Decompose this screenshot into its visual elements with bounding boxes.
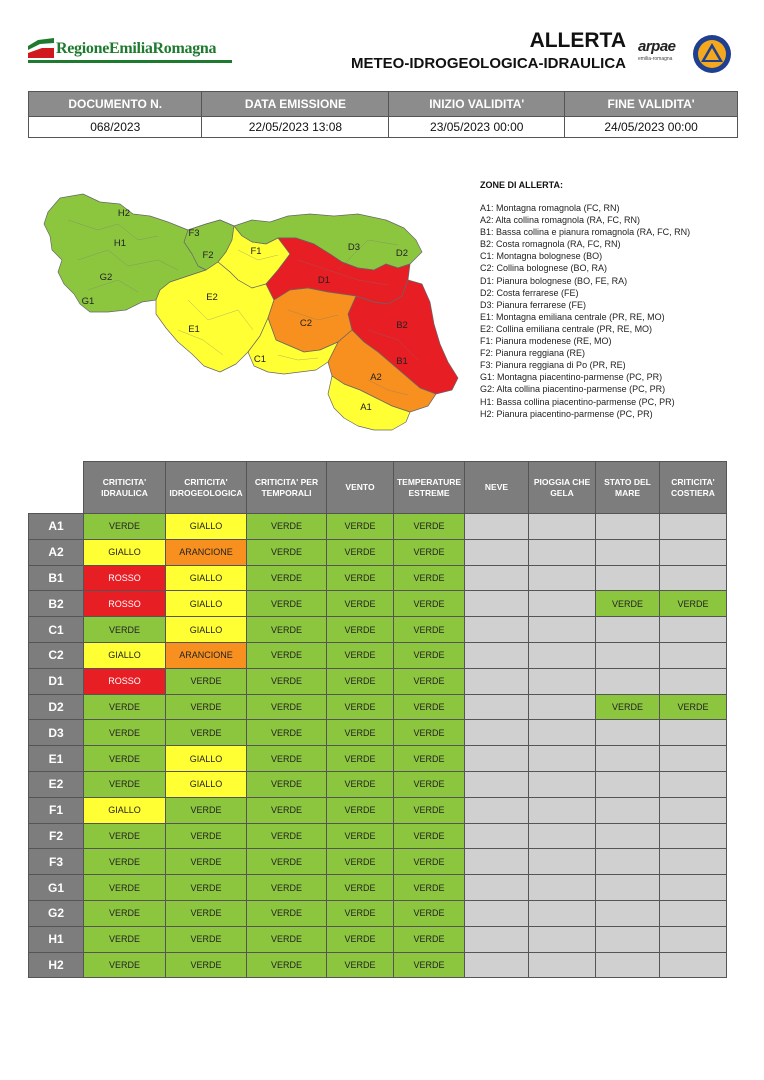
- alert-level-cell: [660, 565, 727, 591]
- zone-label: E2: [29, 771, 84, 797]
- alert-level-cell: GIALLO: [84, 539, 166, 565]
- alert-level-cell: [660, 720, 727, 746]
- issue-date-header: DATA EMISSIONE: [202, 92, 389, 117]
- alert-level-cell: [465, 900, 529, 926]
- validity-end-value: 24/05/2023 00:00: [565, 117, 738, 138]
- alert-level-cell: ARANCIONE: [166, 642, 247, 668]
- table-row: [29, 746, 727, 772]
- alert-level-cell: GIALLO: [84, 642, 166, 668]
- alert-level-cell: GIALLO: [166, 771, 247, 797]
- column-header: PIOGGIA CHE GELA: [529, 462, 596, 514]
- zone-label: F2: [29, 823, 84, 849]
- alert-level-cell: [465, 797, 529, 823]
- legend-item: D2: Costa ferrarese (FE): [480, 287, 579, 298]
- alert-level-cell: VERDE: [327, 771, 394, 797]
- alert-level-cell: VERDE: [84, 771, 166, 797]
- alert-level-cell: VERDE: [394, 797, 465, 823]
- table-row: [29, 694, 727, 720]
- alert-level-cell: VERDE: [394, 823, 465, 849]
- alert-level-cell: VERDE: [394, 746, 465, 772]
- zone-label: H2: [29, 952, 84, 978]
- alert-level-cell: [465, 746, 529, 772]
- zone-label: D2: [29, 694, 84, 720]
- alert-level-cell: [660, 617, 727, 643]
- alert-level-cell: [529, 642, 596, 668]
- alert-level-cell: VERDE: [166, 823, 247, 849]
- alert-level-cell: [465, 823, 529, 849]
- map-label-f2: F2: [202, 250, 214, 261]
- alert-level-cell: [596, 849, 660, 875]
- map-label-d2: D2: [395, 248, 409, 259]
- table-row: [29, 952, 727, 978]
- alert-level-cell: VERDE: [394, 591, 465, 617]
- zone-label: E1: [29, 746, 84, 772]
- alert-level-cell: ROSSO: [84, 668, 166, 694]
- column-header: NEVE: [465, 462, 529, 514]
- alert-level-cell: VERDE: [327, 514, 394, 540]
- alert-level-cell: VERDE: [660, 591, 727, 617]
- alert-level-cell: [529, 746, 596, 772]
- map-label-b2: B2: [396, 320, 408, 331]
- zones-legend: [480, 180, 750, 420]
- validity-start-value: 23/05/2023 00:00: [389, 117, 565, 138]
- alert-level-cell: VERDE: [394, 849, 465, 875]
- zone-label: B2: [29, 591, 84, 617]
- legend-item: D1: Pianura bolognese (BO, FE, RA): [480, 275, 628, 286]
- alert-level-cell: VERDE: [84, 952, 166, 978]
- alert-level-cell: [596, 771, 660, 797]
- alert-level-cell: [529, 514, 596, 540]
- legend-item: A1: Montagna romagnola (FC, RN): [480, 203, 620, 213]
- alert-level-cell: [465, 926, 529, 952]
- legend-item: C2: Collina bolognese (BO, RA): [480, 263, 608, 274]
- alert-level-cell: VERDE: [596, 591, 660, 617]
- map-label-g1: G1: [81, 296, 95, 307]
- map-label-b1: B1: [396, 356, 408, 367]
- alert-level-cell: VERDE: [84, 617, 166, 643]
- alert-level-cell: GIALLO: [166, 591, 247, 617]
- doc-number-value: 068/2023: [29, 117, 202, 138]
- alert-level-cell: [465, 694, 529, 720]
- alert-level-cell: GIALLO: [166, 617, 247, 643]
- alert-level-cell: [465, 617, 529, 643]
- alert-level-cell: [529, 771, 596, 797]
- alert-level-cell: [596, 565, 660, 591]
- alert-level-cell: VERDE: [84, 514, 166, 540]
- alert-level-cell: VERDE: [394, 668, 465, 694]
- alert-level-cell: [660, 823, 727, 849]
- map-label-h2: H2: [117, 208, 131, 219]
- zone-label: B1: [29, 565, 84, 591]
- alert-level-cell: ARANCIONE: [166, 539, 247, 565]
- alert-level-cell: [529, 926, 596, 952]
- alert-level-cell: GIALLO: [166, 514, 247, 540]
- alert-level-cell: GIALLO: [166, 565, 247, 591]
- alert-level-cell: VERDE: [394, 514, 465, 540]
- legend-item: H2: Pianura piacentino-parmense (PC, PR): [480, 408, 653, 419]
- alert-level-cell: [529, 617, 596, 643]
- alert-level-cell: VERDE: [327, 746, 394, 772]
- table-corner: [29, 462, 84, 514]
- page-subtitle: METEO-IDROGEOLOGICA-IDRAULICA: [351, 55, 626, 72]
- alert-level-cell: VERDE: [166, 720, 247, 746]
- alert-level-cell: [529, 875, 596, 901]
- zone-label: F1: [29, 797, 84, 823]
- alert-level-cell: VERDE: [394, 539, 465, 565]
- alert-level-cell: VERDE: [394, 694, 465, 720]
- alert-level-cell: VERDE: [166, 849, 247, 875]
- legend-item: H1: Bassa collina piacentino-parmense (PC, PR): [480, 396, 675, 407]
- table-row: [29, 771, 727, 797]
- zone-label: C2: [29, 642, 84, 668]
- map-label-c2: C2: [299, 318, 313, 329]
- alert-level-cell: [465, 875, 529, 901]
- table-row: [29, 926, 727, 952]
- doc-number-header: DOCUMENTO N.: [29, 92, 202, 117]
- alert-level-cell: VERDE: [247, 720, 327, 746]
- legend-item: E2: Collina emiliana centrale (PR, RE, MO): [480, 323, 653, 334]
- alert-level-cell: VERDE: [247, 952, 327, 978]
- alert-level-cell: VERDE: [247, 875, 327, 901]
- column-header: CRITICITA' IDROGEOLOGICA: [166, 462, 247, 514]
- alert-level-cell: VERDE: [84, 875, 166, 901]
- alert-level-cell: [529, 668, 596, 694]
- map-label-a1: A1: [360, 402, 372, 413]
- alert-level-cell: [529, 720, 596, 746]
- legend-item: B1: Bassa collina e pianura romagnola (RA, FC, RN): [480, 227, 691, 238]
- alert-level-cell: VERDE: [247, 539, 327, 565]
- alert-level-cell: VERDE: [166, 900, 247, 926]
- alert-level-cell: [465, 720, 529, 746]
- map-label-g2: G2: [99, 272, 113, 283]
- alert-level-cell: VERDE: [394, 642, 465, 668]
- alert-level-cell: VERDE: [247, 797, 327, 823]
- map-label-h1: H1: [113, 238, 127, 249]
- alert-level-cell: [596, 514, 660, 540]
- table-row: [29, 565, 727, 591]
- alert-level-cell: VERDE: [247, 642, 327, 668]
- alert-level-cell: VERDE: [166, 926, 247, 952]
- alert-level-cell: [596, 617, 660, 643]
- alert-level-cell: [660, 539, 727, 565]
- criticity-table: [28, 461, 727, 978]
- zone-label: D3: [29, 720, 84, 746]
- validity-end-header: FINE VALIDITA': [565, 92, 738, 117]
- alert-level-cell: VERDE: [84, 694, 166, 720]
- page-title: ALLERTA: [529, 29, 626, 52]
- alert-level-cell: [529, 900, 596, 926]
- issue-date-value: 22/05/2023 13:08: [202, 117, 389, 138]
- alert-level-cell: ROSSO: [84, 565, 166, 591]
- alert-level-cell: [596, 642, 660, 668]
- alert-level-cell: VERDE: [166, 797, 247, 823]
- alert-level-cell: [660, 952, 727, 978]
- alert-level-cell: [465, 539, 529, 565]
- legend-title: ZONE DI ALLERTA:: [480, 180, 563, 190]
- alert-level-cell: [465, 668, 529, 694]
- alert-level-cell: VERDE: [247, 926, 327, 952]
- alert-level-cell: [596, 926, 660, 952]
- alert-level-cell: [660, 771, 727, 797]
- alert-level-cell: [660, 642, 727, 668]
- alert-level-cell: VERDE: [327, 875, 394, 901]
- arpae-logo: [638, 38, 688, 74]
- alert-level-cell: [596, 539, 660, 565]
- alert-level-cell: [465, 565, 529, 591]
- alert-level-cell: VERDE: [394, 771, 465, 797]
- alert-level-cell: [596, 720, 660, 746]
- region-flag-icon: [28, 38, 54, 58]
- map-label-f3: F3: [188, 228, 200, 239]
- alert-level-cell: VERDE: [596, 694, 660, 720]
- alert-level-cell: [465, 849, 529, 875]
- alert-zones-map: [38, 180, 478, 436]
- zone-label: H1: [29, 926, 84, 952]
- table-row: [29, 823, 727, 849]
- alert-level-cell: [660, 875, 727, 901]
- alert-level-cell: GIALLO: [166, 746, 247, 772]
- alert-level-cell: VERDE: [166, 875, 247, 901]
- alert-level-cell: [596, 900, 660, 926]
- table-row: [29, 849, 727, 875]
- alert-level-cell: VERDE: [166, 694, 247, 720]
- alert-level-cell: [529, 565, 596, 591]
- alert-level-cell: [529, 797, 596, 823]
- alert-level-cell: VERDE: [247, 823, 327, 849]
- alert-level-cell: VERDE: [84, 849, 166, 875]
- alert-level-cell: VERDE: [327, 565, 394, 591]
- map-label-a2: A2: [370, 372, 382, 383]
- alert-level-cell: GIALLO: [84, 797, 166, 823]
- alert-level-cell: VERDE: [394, 617, 465, 643]
- alert-level-cell: VERDE: [166, 952, 247, 978]
- alert-level-cell: [660, 900, 727, 926]
- zone-label: D1: [29, 668, 84, 694]
- alert-level-cell: VERDE: [394, 900, 465, 926]
- legend-item: G1: Montagna piacentino-parmense (PC, PR): [480, 372, 663, 383]
- legend-item: A2: Alta collina romagnola (RA, FC, RN): [480, 215, 641, 226]
- alert-level-cell: [529, 952, 596, 978]
- alert-level-cell: VERDE: [84, 720, 166, 746]
- zone-label: C1: [29, 617, 84, 643]
- alert-level-cell: VERDE: [247, 668, 327, 694]
- alert-level-cell: [660, 797, 727, 823]
- alert-level-cell: VERDE: [327, 694, 394, 720]
- validity-start-header: INIZIO VALIDITA': [389, 92, 565, 117]
- alert-level-cell: VERDE: [394, 875, 465, 901]
- table-row: [29, 720, 727, 746]
- alert-level-cell: [596, 952, 660, 978]
- alert-level-cell: VERDE: [394, 926, 465, 952]
- region-logo: [28, 34, 238, 64]
- legend-item: G2: Alta collina piacentino-parmense (PC, PR): [480, 384, 666, 395]
- map-label-d1: D1: [317, 275, 331, 286]
- table-row: [29, 797, 727, 823]
- alert-level-cell: VERDE: [247, 591, 327, 617]
- alert-level-cell: VERDE: [327, 823, 394, 849]
- alert-level-cell: VERDE: [327, 720, 394, 746]
- column-header: TEMPERATURE ESTREME: [394, 462, 465, 514]
- alert-level-cell: [660, 746, 727, 772]
- map-label-f1: F1: [250, 246, 262, 257]
- alert-level-cell: VERDE: [247, 514, 327, 540]
- alert-level-cell: [596, 668, 660, 694]
- logo-underline: [28, 60, 232, 63]
- alert-level-cell: VERDE: [84, 926, 166, 952]
- alert-level-cell: VERDE: [84, 746, 166, 772]
- alert-level-cell: VERDE: [166, 668, 247, 694]
- map-label-e1: E1: [188, 324, 200, 335]
- alert-level-cell: VERDE: [327, 591, 394, 617]
- alert-level-cell: VERDE: [84, 900, 166, 926]
- alert-level-cell: VERDE: [327, 900, 394, 926]
- legend-list: [480, 202, 750, 420]
- alert-level-cell: [529, 823, 596, 849]
- alert-level-cell: VERDE: [247, 617, 327, 643]
- map-label-e2: E2: [206, 292, 218, 303]
- alert-level-cell: VERDE: [394, 720, 465, 746]
- alert-level-cell: [529, 591, 596, 617]
- alert-level-cell: VERDE: [327, 668, 394, 694]
- alert-level-cell: ROSSO: [84, 591, 166, 617]
- alert-level-cell: [529, 539, 596, 565]
- zone-label: F3: [29, 849, 84, 875]
- alert-level-cell: VERDE: [247, 694, 327, 720]
- table-row: [29, 514, 727, 540]
- table-row: [29, 875, 727, 901]
- legend-item: D3: Pianura ferrarese (FE): [480, 299, 587, 310]
- alert-level-cell: [660, 668, 727, 694]
- alert-level-cell: [596, 875, 660, 901]
- column-header: CRITICITA' COSTIERA: [660, 462, 727, 514]
- alert-level-cell: VERDE: [327, 926, 394, 952]
- legend-item: F3: Pianura reggiana di Po (PR, RE): [480, 360, 626, 371]
- legend-item: F1: Pianura modenese (RE, MO): [480, 336, 612, 347]
- alert-level-cell: VERDE: [84, 823, 166, 849]
- column-header: CRITICITA' PER TEMPORALI: [247, 462, 327, 514]
- alert-level-cell: [660, 514, 727, 540]
- map-label-d3: D3: [347, 242, 361, 253]
- alert-level-cell: [465, 642, 529, 668]
- alert-level-cell: VERDE: [247, 746, 327, 772]
- alert-level-cell: [465, 514, 529, 540]
- alert-level-cell: [660, 926, 727, 952]
- zone-label: A1: [29, 514, 84, 540]
- alert-level-cell: VERDE: [247, 900, 327, 926]
- alert-level-cell: [465, 952, 529, 978]
- alert-level-cell: [596, 746, 660, 772]
- alert-level-cell: [596, 823, 660, 849]
- legend-item: B2: Costa romagnola (RA, FC, RN): [480, 239, 621, 250]
- legend-item: C1: Montagna bolognese (BO): [480, 251, 603, 262]
- arpae-logo-subtext: emilia-romagna: [638, 56, 673, 62]
- table-row: [29, 617, 727, 643]
- legend-item: F2: Pianura reggiana (RE): [480, 348, 586, 359]
- table-row: [29, 668, 727, 694]
- alert-level-cell: VERDE: [327, 617, 394, 643]
- alert-level-cell: VERDE: [327, 952, 394, 978]
- alert-level-cell: VERDE: [394, 565, 465, 591]
- alert-level-cell: [529, 849, 596, 875]
- legend-item: E1: Montagna emiliana centrale (PR, RE, MO): [480, 311, 665, 322]
- document-info-table: [28, 91, 738, 138]
- region-logo-text: RegioneEmiliaRomagna: [56, 40, 217, 57]
- alert-level-cell: [596, 797, 660, 823]
- alert-level-cell: [660, 849, 727, 875]
- zone-label: G2: [29, 900, 84, 926]
- alert-level-cell: VERDE: [247, 771, 327, 797]
- alert-level-cell: VERDE: [327, 642, 394, 668]
- table-row: [29, 900, 727, 926]
- table-row: [29, 539, 727, 565]
- civil-protection-logo-icon: [692, 34, 732, 74]
- zone-label: G1: [29, 875, 84, 901]
- alert-level-cell: VERDE: [660, 694, 727, 720]
- table-row: [29, 642, 727, 668]
- alert-level-cell: VERDE: [327, 539, 394, 565]
- alert-level-cell: [465, 591, 529, 617]
- zone-label: A2: [29, 539, 84, 565]
- map-label-c1: C1: [253, 354, 267, 365]
- alert-level-cell: [465, 771, 529, 797]
- alert-level-cell: VERDE: [394, 952, 465, 978]
- table-row: [29, 591, 727, 617]
- alert-level-cell: VERDE: [327, 797, 394, 823]
- alert-level-cell: [529, 694, 596, 720]
- alert-level-cell: VERDE: [327, 849, 394, 875]
- column-header: STATO DEL MARE: [596, 462, 660, 514]
- alert-level-cell: VERDE: [247, 565, 327, 591]
- column-header: CRITICITA' IDRAULICA: [84, 462, 166, 514]
- column-header: VENTO: [327, 462, 394, 514]
- arpae-logo-text: arpae: [638, 38, 676, 55]
- alert-level-cell: VERDE: [247, 849, 327, 875]
